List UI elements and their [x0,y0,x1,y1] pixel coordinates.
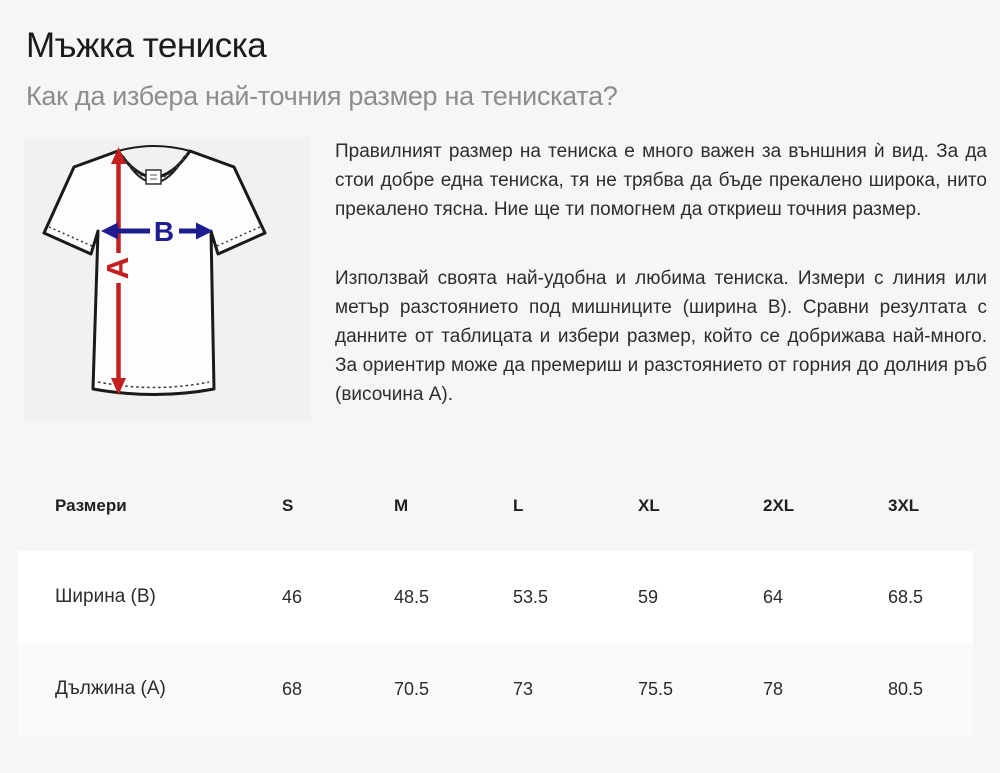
width-value-m: 48.5 [394,586,430,607]
intro-paragraph-1: Правилният размер на тениска е много важен за външния ѝ вид. За да стои добре една тениска, тя не трябва да бъде прекалено широка, нито прекалено тясна. Ние ще ти помогнем да откриеш точния размер. [335,141,987,220]
tshirt-outline-shape [44,151,265,395]
size-table-header-m: M [394,496,409,515]
collar-back-line [118,146,190,151]
size-table-header-xl: XL [638,496,660,515]
neck-tag [146,170,161,184]
page-subtitle: Как да избера най-точния размер на тениската? [26,81,618,111]
width-value-3xl: 68.5 [888,586,924,607]
page-title: Мъжка тениска [26,26,267,65]
length-value-s: 68 [282,678,303,699]
width-value-l: 53.5 [513,586,549,607]
width-value-xl: 59 [638,586,659,607]
length-value-xl: 75.5 [638,678,674,699]
row-label-length: Дължина (A) [55,678,166,699]
size-table-header-2xl: 2XL [763,496,795,515]
size-table-header-row [18,461,973,551]
size-table-header-sizes: Размери [55,496,127,515]
width-value-s: 46 [282,586,303,607]
tshirt-diagram-svg [24,137,311,421]
row-label-width: Ширина (B) [55,586,156,607]
intro-text-column [335,137,987,421]
length-label-a: A [100,256,135,280]
size-table-header-3xl: 3XL [888,496,920,515]
length-value-3xl: 80.5 [888,678,924,699]
content-row [24,137,1000,421]
size-table-header-s: S [282,496,294,515]
width-label-b: B [153,216,175,247]
length-value-2xl: 78 [763,678,784,699]
size-table-row-width [18,551,973,643]
intro-paragraph-2: Използвай своята най-удобна и любима тениска. Измери с линия или метър разстоянието под мишниците (ширина B). Сравни резултата с данните от таблицата и избери размер, който се добрижава най-много. За ориентир може да премериш и разстоянието от горния до долния ръб (височина A). [335,268,987,405]
size-table [18,461,973,735]
width-value-2xl: 64 [763,586,784,607]
length-value-l: 73 [513,678,534,699]
size-table-row-length [18,643,973,735]
size-table-header-l: L [513,496,524,515]
length-value-m: 70.5 [394,678,430,699]
tshirt-measurement-diagram [24,137,311,421]
